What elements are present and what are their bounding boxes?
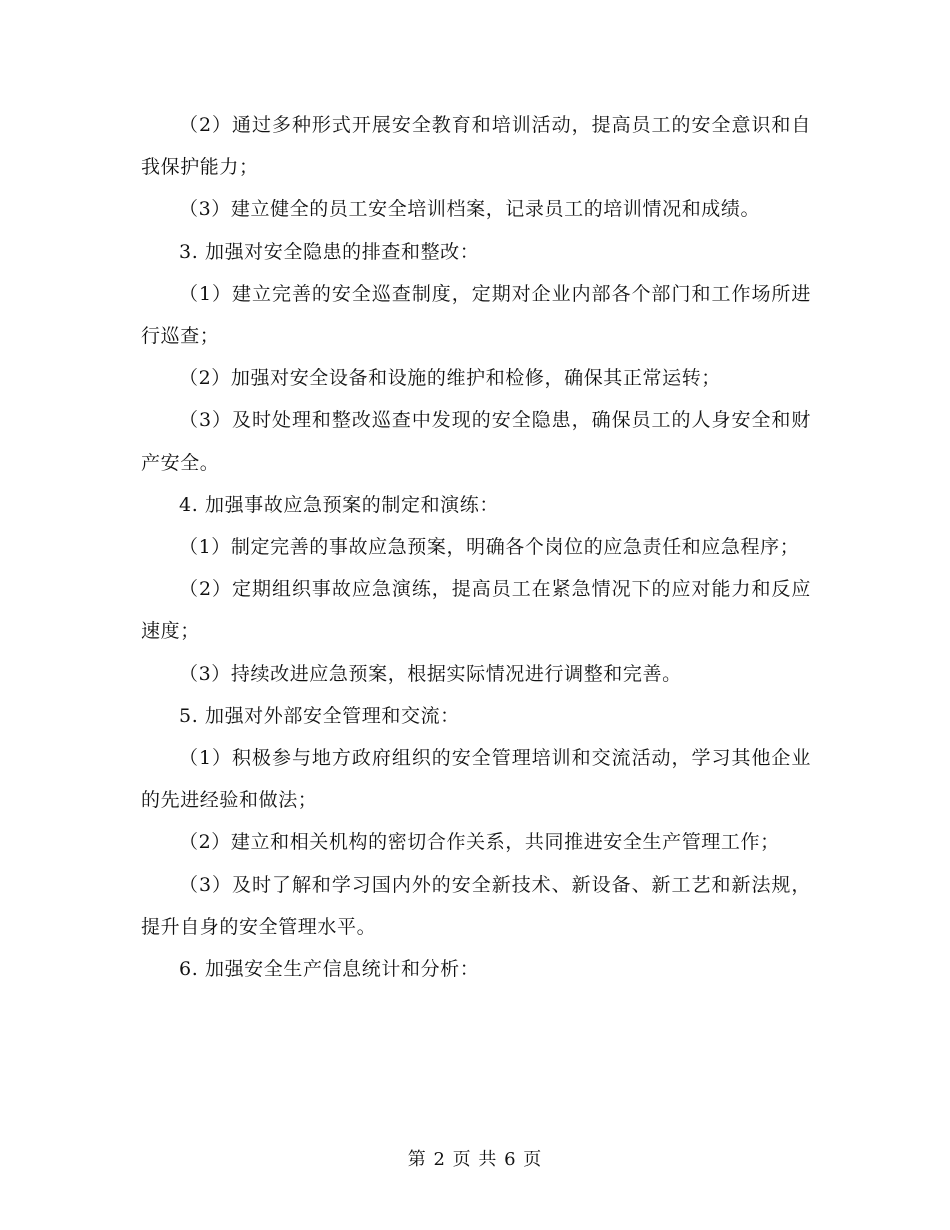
paragraph: （2）加强对安全设备和设施的维护和检修，确保其正常运转； [179,367,721,390]
paragraph: （1）制定完善的事故应急预案，明确各个岗位的应急责任和应急程序； [179,536,800,559]
section-heading: 6. 加强安全生产信息统计和分析： [179,958,480,981]
paragraph: （1）积极参与地方政府组织的安全管理培训和交流活动，学习其他企业的先进经验和做法； [141,747,811,812]
paragraph: （3）持续改进应急预案，根据实际情况进行调整和完善。 [179,662,682,685]
paragraph: （3）及时了解和学习国内外的安全新技术、新设备、新工艺和新法规，提升自身的安全管理水平。 [141,873,811,938]
section-heading: 3. 加强对安全隐患的排查和整改： [179,240,480,263]
page-number-footer: 第 2 页 共 6 页 [407,1149,543,1170]
paragraph: （3）及时处理和整改巡查中发现的安全隐患，确保员工的人身安全和财产安全。 [141,409,811,474]
section-heading: 5. 加强对外部安全管理和交流： [179,704,460,727]
paragraph: （2）通过多种形式开展安全教育和培训活动，提高员工的安全意识和自我保护能力； [141,114,811,179]
paragraph: （1）建立完善的安全巡查制度，定期对企业内部各个部门和工作场所进行巡查； [141,282,811,348]
paragraph: （2）定期组织事故应急演练，提高员工在紧急情况下的应对能力和反应速度； [141,578,811,643]
document-body [141,104,811,990]
section-heading: 4. 加强事故应急预案的制定和演练： [179,493,499,516]
paragraph: （2）建立和相关机构的密切合作关系，共同推进安全生产管理工作； [179,831,780,854]
paragraph: （3）建立健全的员工安全培训档案，记录员工的培训情况和成绩。 [179,198,761,221]
